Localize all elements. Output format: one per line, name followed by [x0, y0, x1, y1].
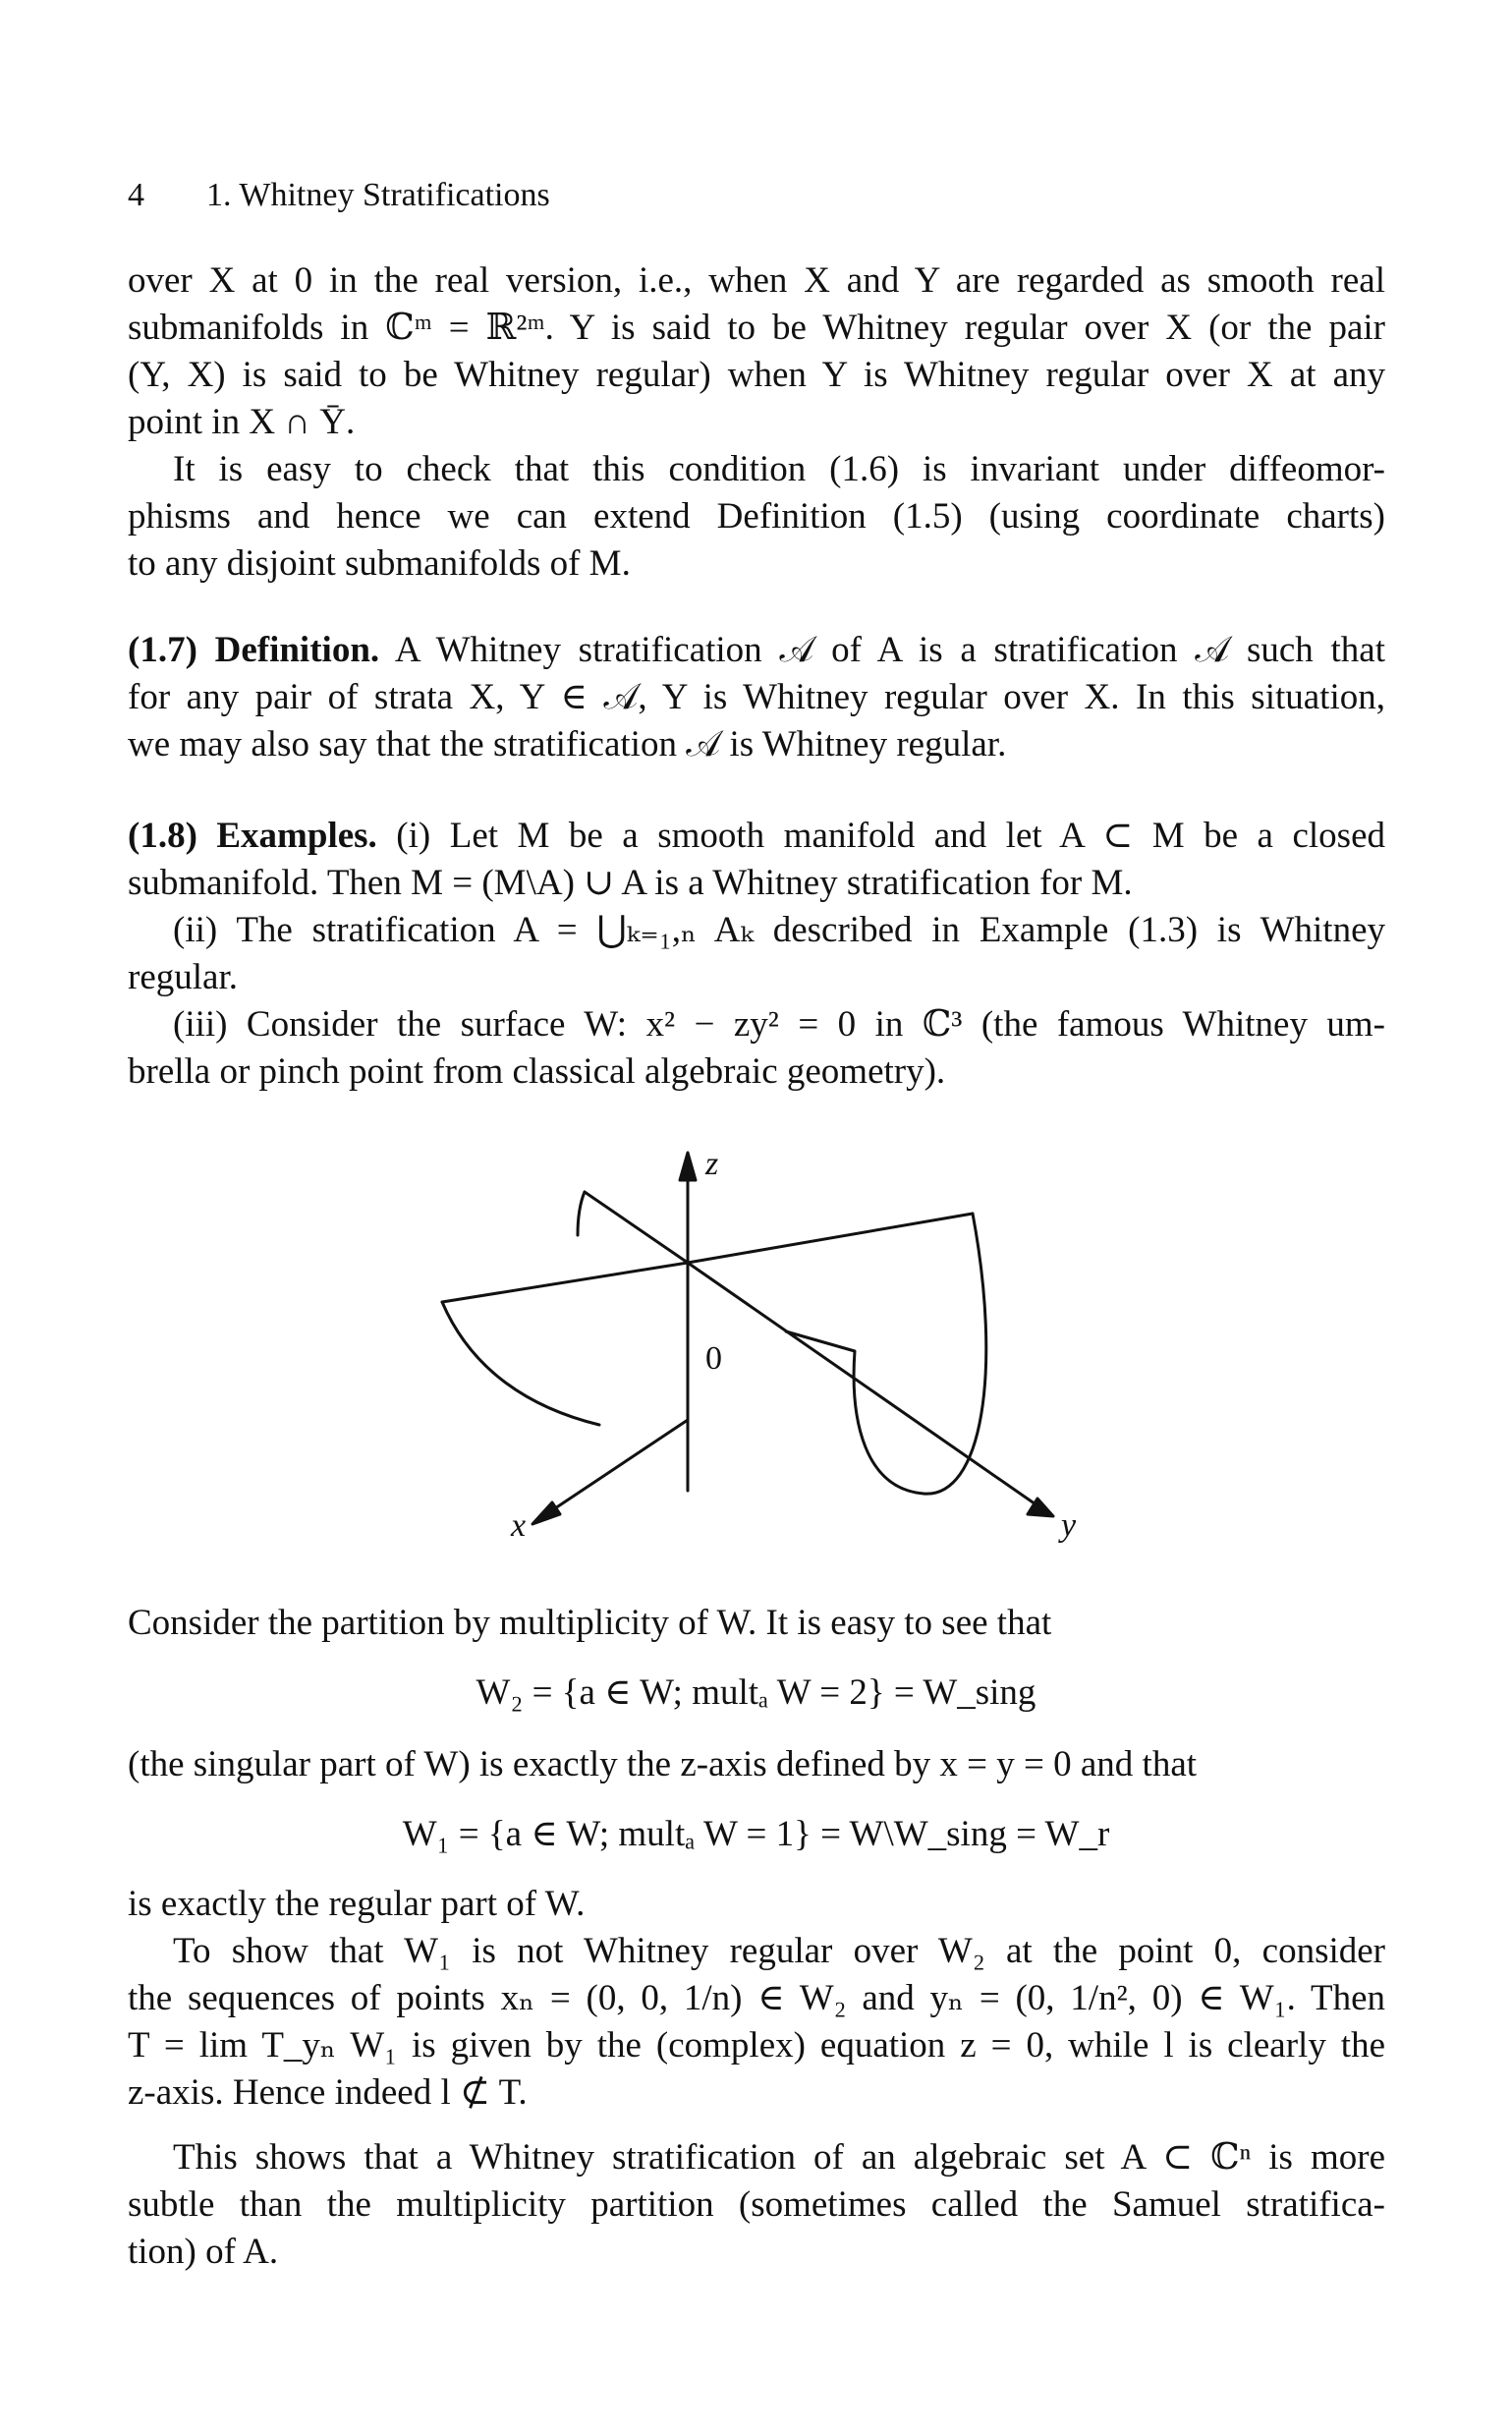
- definition-1-7: [128, 627, 1385, 768]
- surface-right-lobe: [786, 1214, 986, 1494]
- examples-label: (1.8) Examples.: [128, 816, 377, 856]
- definition-text: A Whitney stratification 𝒜 of A is a stratification 𝒜 such that: [379, 630, 1385, 670]
- text-line: submanifold. Then M = (M\A) ∪ A is a Whitney stratification for M.: [128, 863, 1133, 903]
- x-label: x: [511, 1507, 527, 1544]
- x-axis: [540, 1420, 688, 1518]
- page-number: 4: [128, 177, 144, 213]
- paragraph-1: [128, 257, 1385, 588]
- text-line: z-axis. Hence indeed l ⊄ T.: [128, 2072, 528, 2113]
- paragraph-regular: [128, 1881, 1385, 2117]
- text-line: [128, 813, 1385, 860]
- text-line: (ii) The stratification A = ⋃ₖ₌₁,ₙ Aₖ described in Example (1.3) is Whitney: [173, 910, 1385, 950]
- chapter-title: 1. Whitney Stratifications: [206, 177, 550, 213]
- text-line: submanifolds in ℂᵐ = ℝ²ᵐ. Y is said to be Whitney regular over X (or the pair: [128, 308, 1385, 348]
- text-line: (the singular part of W) is exactly the z-axis defined by x = y = 0 and that: [128, 1744, 1198, 1784]
- equation-w2: W₂ = {a ∈ W; multₐ W = 2} = W_sing: [476, 1672, 1036, 1713]
- text-line: tion) of A.: [128, 2232, 279, 2272]
- paragraph-singular: [128, 1741, 1385, 1788]
- y-label: y: [1061, 1507, 1077, 1544]
- text-line: To show that W₁ is not Whitney regular over W₂ at the point 0, consider: [173, 1931, 1385, 1971]
- paragraph-conclusion: [128, 2134, 1385, 2276]
- text-line: to any disjoint submanifolds of M.: [128, 543, 631, 584]
- text-line: (Y, X) is said to be Whitney regular) when Y is Whitney regular over X at any: [128, 355, 1385, 395]
- examples-text: (i) Let M be a smooth manifold and let A ⊂ M be a closed: [376, 816, 1385, 856]
- surface-back-edge: [585, 1192, 688, 1263]
- z-label: z: [705, 1146, 719, 1182]
- running-header: [128, 177, 550, 214]
- text-line: the sequences of points xₙ = (0, 0, 1/n) ∈ W₂ and yₙ = (0, 1/n², 0) ∈ W₁. Then: [128, 1978, 1385, 2018]
- text-line: (iii) Consider the surface W: x² − zy² = 0 in ℂ³ (the famous Whitney um-: [173, 1004, 1385, 1045]
- surface-left-curve: [442, 1302, 599, 1425]
- text-line: we may also say that the stratification 𝒜 is Whitney regular.: [128, 724, 1007, 764]
- text-line: This shows that a Whitney stratification of an algebraic set A ⊂ ℂⁿ is more: [173, 2137, 1385, 2178]
- equation-w1: W₁ = {a ∈ W; multₐ W = 1} = W\W_sing = W_r: [402, 1814, 1110, 1854]
- surface-top-edge: [442, 1214, 973, 1302]
- paragraph-partition: [128, 1600, 1385, 1647]
- surface-left-fold: [578, 1192, 585, 1235]
- examples-1-8: [128, 813, 1385, 1096]
- definition-label: (1.7) Definition.: [128, 630, 380, 670]
- x-axis-arrow: [532, 1502, 560, 1524]
- z-axis-arrow: [680, 1153, 696, 1180]
- text-line: over X at 0 in the real version, i.e., when X and Y are regarded as smooth real: [128, 260, 1385, 301]
- text-line: Consider the partition by multiplicity of W. It is easy to see that: [128, 1603, 1052, 1643]
- text-line: phisms and hence we can extend Definition (1.5) (using coordinate charts): [128, 496, 1385, 537]
- text-line: is exactly the regular part of W.: [128, 1884, 586, 1924]
- text-line: point in X ∩ Ȳ.: [128, 402, 356, 442]
- text-line: It is easy to check that this condition (1.6) is invariant under diffeomor-: [173, 449, 1385, 489]
- text-line: [128, 627, 1385, 674]
- whitney-umbrella-figure: [413, 1145, 1120, 1557]
- text-line: brella or pinch point from classical algebraic geometry).: [128, 1051, 946, 1092]
- text-line: T = lim T_yₙ W₁ is given by the (complex) equation z = 0, while l is clearly the: [128, 2025, 1385, 2066]
- y-axis: [688, 1263, 1041, 1508]
- text-line: regular.: [128, 957, 238, 997]
- origin-label: 0: [705, 1340, 722, 1377]
- text-line: for any pair of strata X, Y ∈ 𝒜, Y is Whitney regular over X. In this situation,: [128, 677, 1385, 717]
- text-line: subtle than the multiplicity partition (sometimes called the Samuel stratifica-: [128, 2184, 1385, 2225]
